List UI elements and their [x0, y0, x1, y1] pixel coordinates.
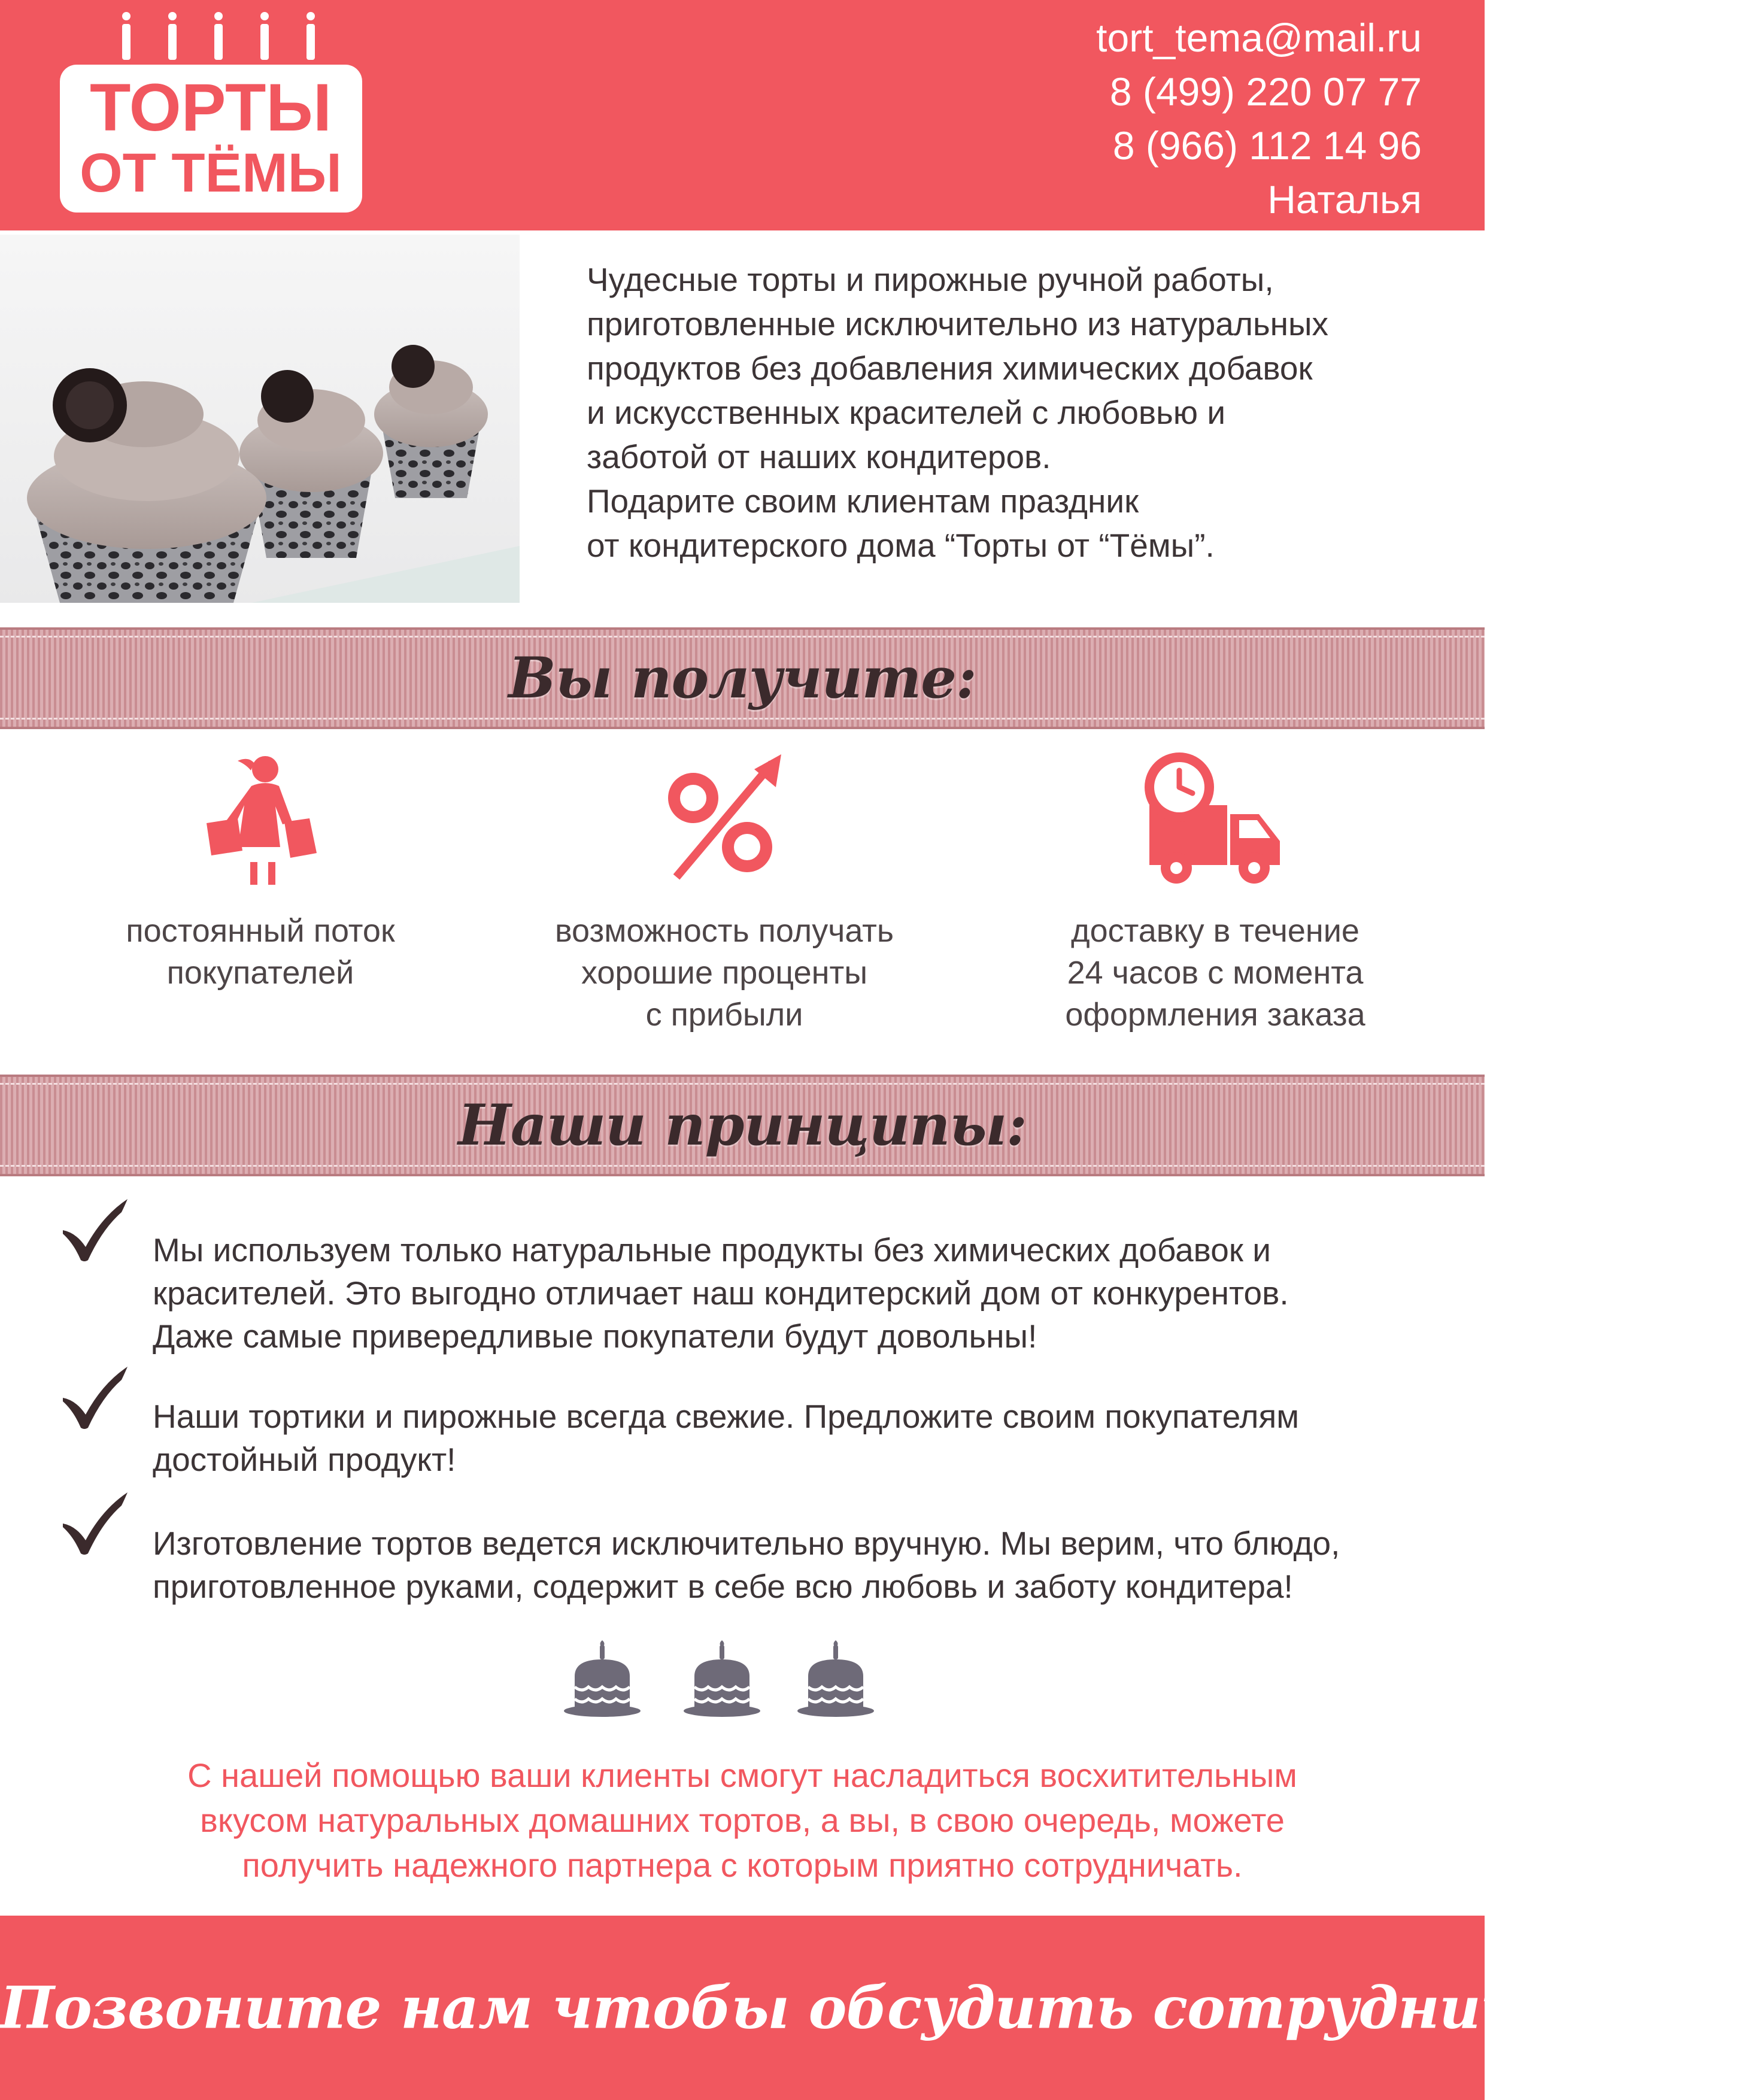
- principle-line: красителей. Это выгодно отличает наш кондитерский дом от конкурентов.: [153, 1274, 1289, 1312]
- closing-line: С нашей помощью ваши клиенты смогут насладиться восхитительным: [187, 1756, 1297, 1794]
- principle-item: [60, 1491, 1437, 1608]
- intro-text: [587, 257, 1443, 568]
- contacts: [1096, 11, 1422, 226]
- intro-line: заботой от наших кондитеров.: [587, 438, 1051, 475]
- call-to-action: Позвоните нам чтобы обсудить сотрудничество!: [0, 1974, 1751, 2042]
- principle-line: Даже самые привередливые покупатели будут довольны!: [153, 1318, 1037, 1355]
- intro-line: Подарите своим клиентам праздник: [587, 482, 1139, 520]
- benefit-label-line: с прибыли: [645, 997, 803, 1033]
- principle-line: достойный продукт!: [153, 1441, 456, 1478]
- closing-line: получить надежного партнера с которым приятно сотрудничать.: [242, 1846, 1243, 1884]
- cake-icons-row: [557, 1640, 892, 1724]
- contact-name: Наталья: [1267, 177, 1422, 221]
- cupcakes-photo: [0, 235, 520, 603]
- principle-item: [60, 1197, 1437, 1358]
- email-link[interactable]: tort_tema@mail.ru: [1096, 16, 1422, 60]
- cake-icon: [563, 1640, 647, 1721]
- benefit-label-line: доставку в течение: [1071, 913, 1359, 949]
- principle-line: Наши тортики и пирожные всегда свежие. Предложите своим покупателям: [153, 1398, 1300, 1435]
- principles-ribbon: [0, 1075, 1485, 1176]
- cake-icon: [682, 1640, 766, 1721]
- delivery-truck-icon: [1143, 751, 1287, 886]
- footer-banner: [0, 1916, 1751, 2100]
- checkmark-icon: [60, 1365, 132, 1431]
- intro-line: продуктов без добавления химических добавок: [587, 350, 1313, 387]
- logo-line1: ТОРТЫ: [89, 70, 332, 145]
- shopper-icon: [195, 751, 326, 886]
- benefit-label-line: постоянный поток: [126, 913, 395, 949]
- intro-line: и искусственных красителей с любовью и: [587, 394, 1226, 431]
- phone-2[interactable]: 8 (966) 112 14 96: [1112, 123, 1422, 168]
- percent-growth-icon: [658, 751, 790, 886]
- benefit-label-line: оформления заказа: [1065, 997, 1365, 1033]
- checkmark-icon: [60, 1197, 132, 1263]
- benefit-item: [51, 751, 470, 994]
- benefit-item: [1006, 751, 1425, 1036]
- logo-line2: ОТ ТЁМЫ: [80, 142, 342, 204]
- logo: [60, 12, 362, 213]
- phone-1[interactable]: 8 (499) 220 07 77: [1109, 69, 1422, 114]
- closing-text: [0, 1753, 1485, 1887]
- principle-line: приготовленное руками, содержит в себе всю любовь и заботу кондитера!: [153, 1568, 1293, 1605]
- benefit-label-line: покупателей: [166, 955, 354, 991]
- intro-line: приготовленные исключительно из натуральных: [587, 305, 1329, 342]
- benefits-heading: Вы получите:: [508, 645, 976, 711]
- benefit-label-line: возможность получать: [554, 913, 894, 949]
- benefit-label-line: 24 часов с момента: [1067, 955, 1364, 991]
- benefit-label-line: хорошие проценты: [581, 955, 868, 991]
- intro-line: от кондитерского дома “Торты от “Тёмы”.: [587, 527, 1215, 564]
- principle-line: Изготовление тортов ведется исключительно вручную. Мы верим, что блюдо,: [153, 1525, 1340, 1562]
- principle-line: Мы используем только натуральные продукты без химических добавок и: [153, 1231, 1271, 1269]
- header: [0, 0, 1485, 230]
- cake-icon: [796, 1640, 880, 1721]
- principle-item: [60, 1365, 1437, 1481]
- benefits-ribbon: [0, 627, 1485, 729]
- intro-line: Чудесные торты и пирожные ручной работы,: [587, 261, 1274, 298]
- checkmark-icon: [60, 1491, 132, 1556]
- principles-heading: Наши принципы:: [458, 1093, 1027, 1158]
- closing-line: вкусом натуральных домашних тортов, а вы, в свою очередь, можете: [200, 1801, 1285, 1839]
- benefit-item: [515, 751, 934, 1036]
